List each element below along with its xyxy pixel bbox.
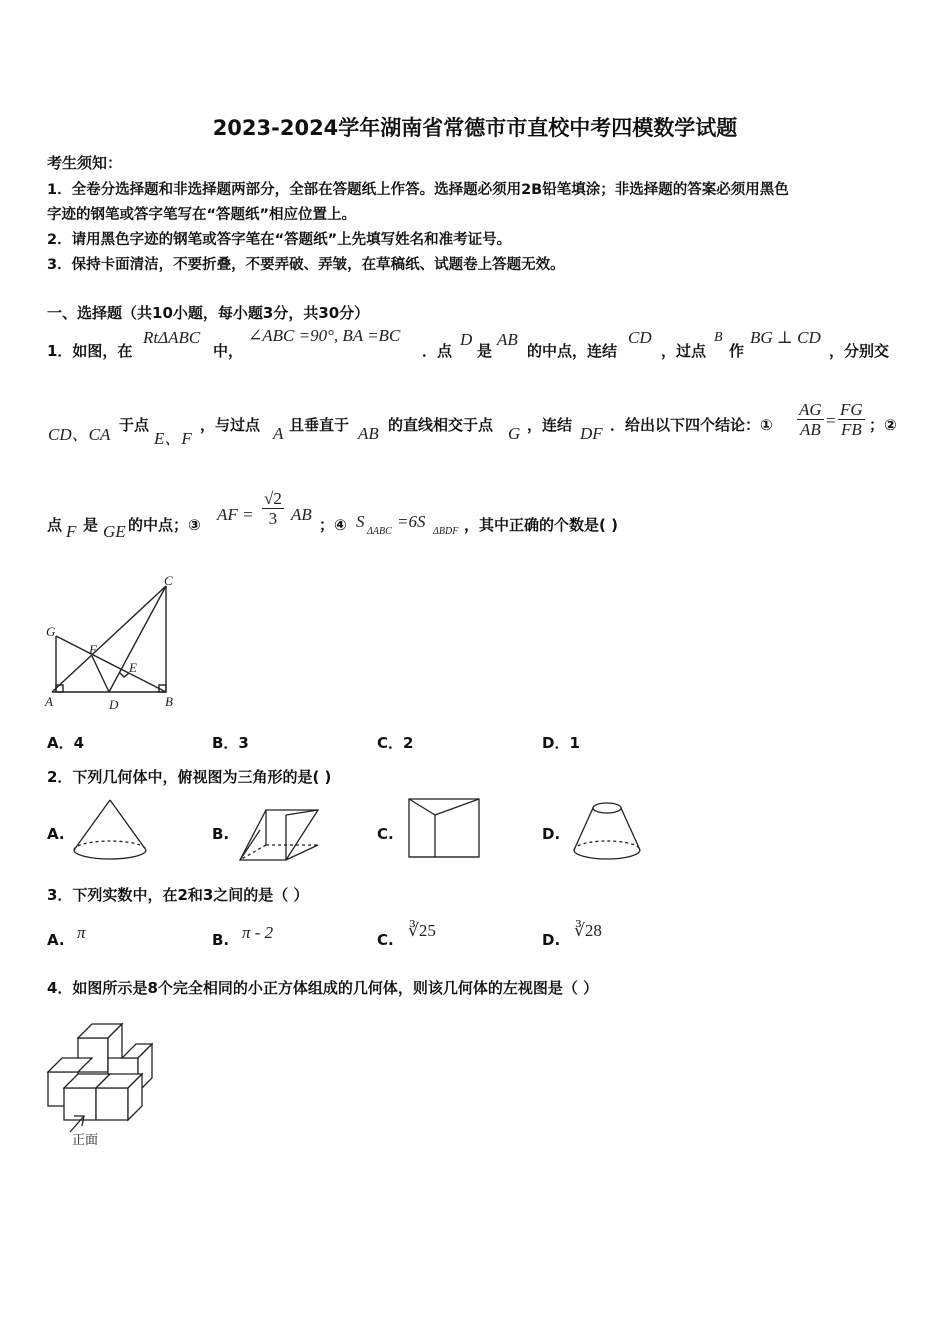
q1-text: 中， <box>213 342 244 360</box>
q1-option-d[interactable]: D．1 <box>542 734 580 752</box>
q1-math: CD <box>628 328 652 347</box>
prism-icon <box>405 795 485 865</box>
q1-text: 的中点，连结 <box>527 342 618 360</box>
q1-text: ．给出以下四个结论：① <box>610 416 773 434</box>
notice-heading: 考生须知： <box>47 154 123 172</box>
q1-math: G <box>508 424 521 443</box>
q1-option-a[interactable]: A．4 <box>47 734 85 752</box>
q4-cubes-figure <box>44 1012 162 1152</box>
q1-fraction: $\frac{AG}{AB}$ <box>799 400 822 439</box>
q1-math: ΔABC <box>367 526 392 537</box>
q1-math: ΔBDF <box>433 526 459 537</box>
q1-text: 于点 <box>119 416 150 434</box>
q3-option-c[interactable]: C. <box>377 931 394 949</box>
figure-label-d: D <box>109 697 119 712</box>
q1-option-c[interactable]: C．2 <box>377 734 414 752</box>
q3-option-b[interactable]: B. <box>212 931 230 949</box>
figure-label-c: C <box>164 573 173 588</box>
q1-fraction: $\frac{FG}{FB}$ <box>840 400 863 439</box>
cone-icon <box>70 795 160 865</box>
q1-math: BG ⊥ CD <box>750 328 821 347</box>
figure-label-b: B <box>165 694 173 709</box>
q1-math: D <box>460 330 473 349</box>
q1-text: ，过点 <box>661 342 707 360</box>
q1-option-b[interactable]: B．3 <box>212 734 249 752</box>
notice-item-2: 2．请用黑色字迹的钢笔或答字笔在“答题纸”上先填写姓名和准考证号。 <box>47 232 512 248</box>
figure-label-g: G <box>46 624 56 639</box>
q1-math: AB <box>291 505 312 524</box>
q1-math: AB <box>497 330 518 349</box>
q1-text: 且垂直于 <box>289 416 350 434</box>
q3-stem: 3．下列实数中，在2和3之间的是（ ） <box>47 886 309 904</box>
q3-value-c: ∛25 <box>408 921 436 940</box>
q1-text: 是 <box>477 342 493 360</box>
q1-text: ；④ <box>319 516 347 534</box>
q1-equals: = <box>826 411 836 430</box>
q2-option-d[interactable]: D. <box>542 825 561 843</box>
q1-text: 的直线相交于点 <box>388 416 494 434</box>
notice-item-1: 1．全卷分选择题和非选择题两部分，全部在答题纸上作答。选择题必须用2B铅笔填涂；非选择题的答案必须用黑色 <box>47 182 789 198</box>
q1-text: 是 <box>83 516 99 534</box>
q1-text: ，连结 <box>527 416 573 434</box>
q3-value-b: π - 2 <box>242 923 274 942</box>
q3-value-d: ∛28 <box>574 921 602 940</box>
notice-item-1-cont: 字迹的钢笔或答字笔写在“答题纸”相应位置上。 <box>47 207 357 223</box>
notice-item-3: 3．保持卡面清洁，不要折叠，不要弄破、弄皱，在草稿纸、试题卷上答题无效。 <box>47 257 565 273</box>
q1-text: ．点 <box>422 342 453 360</box>
q1-text: ，其中正确的个数是( ) <box>464 516 618 534</box>
q1-text: 的中点；③ <box>128 516 201 534</box>
q4-stem: 4．如图所示是8个完全相同的小正方体组成的几何体，则该几何体的左视图是（ ） <box>47 979 599 997</box>
figure-label-f: F <box>89 642 97 657</box>
q1-math: S <box>356 512 365 531</box>
q1-math: B <box>714 330 723 345</box>
figure-label-e: E <box>129 660 137 675</box>
q2-option-a[interactable]: A. <box>47 825 65 843</box>
figure-label-a: A <box>45 694 53 709</box>
q1-text: ，分别交 <box>829 342 890 360</box>
q1-text: 1．如图，在 <box>47 342 133 360</box>
q3-option-d[interactable]: D. <box>542 931 561 949</box>
q1-math: ∠ABC =90°, BA =BC <box>248 326 401 345</box>
q1-math: AB <box>358 424 379 443</box>
q1-text: ，与过点 <box>200 416 261 434</box>
q1-math: RtΔABC <box>143 328 201 347</box>
q2-option-b[interactable]: B. <box>212 825 230 843</box>
q1-math: F <box>66 522 77 541</box>
q1-math: AF = <box>217 505 254 524</box>
q1-math: A <box>273 424 284 443</box>
triangular-prism-icon <box>236 805 326 865</box>
page-title: 2023-2024学年湖南省常德市市直校中考四模数学试题 <box>212 116 738 140</box>
q3-option-a[interactable]: A. <box>47 931 65 949</box>
front-label: 正面 <box>72 1133 99 1148</box>
frustum-icon <box>570 800 645 865</box>
q1-math: =6S <box>397 512 426 531</box>
q1-math: E、F <box>154 429 192 448</box>
q3-value-a: π <box>77 923 86 942</box>
q1-triangle-figure <box>42 572 187 717</box>
q2-option-c[interactable]: C. <box>377 825 394 843</box>
q1-fraction: $\frac{√2}{3}$ <box>264 489 282 528</box>
q1-text: ；② <box>869 416 897 434</box>
q1-text: 作 <box>729 342 745 360</box>
q1-math: DF <box>580 424 603 443</box>
q2-stem: 2．下列几何体中，俯视图为三角形的是( ) <box>47 768 332 786</box>
q1-math: CD、CA <box>48 425 111 444</box>
q1-text: 点 <box>47 516 63 534</box>
section-heading: 一、选择题（共10小题，每小题3分，共30分） <box>47 304 370 322</box>
q1-math: GE <box>103 522 126 541</box>
